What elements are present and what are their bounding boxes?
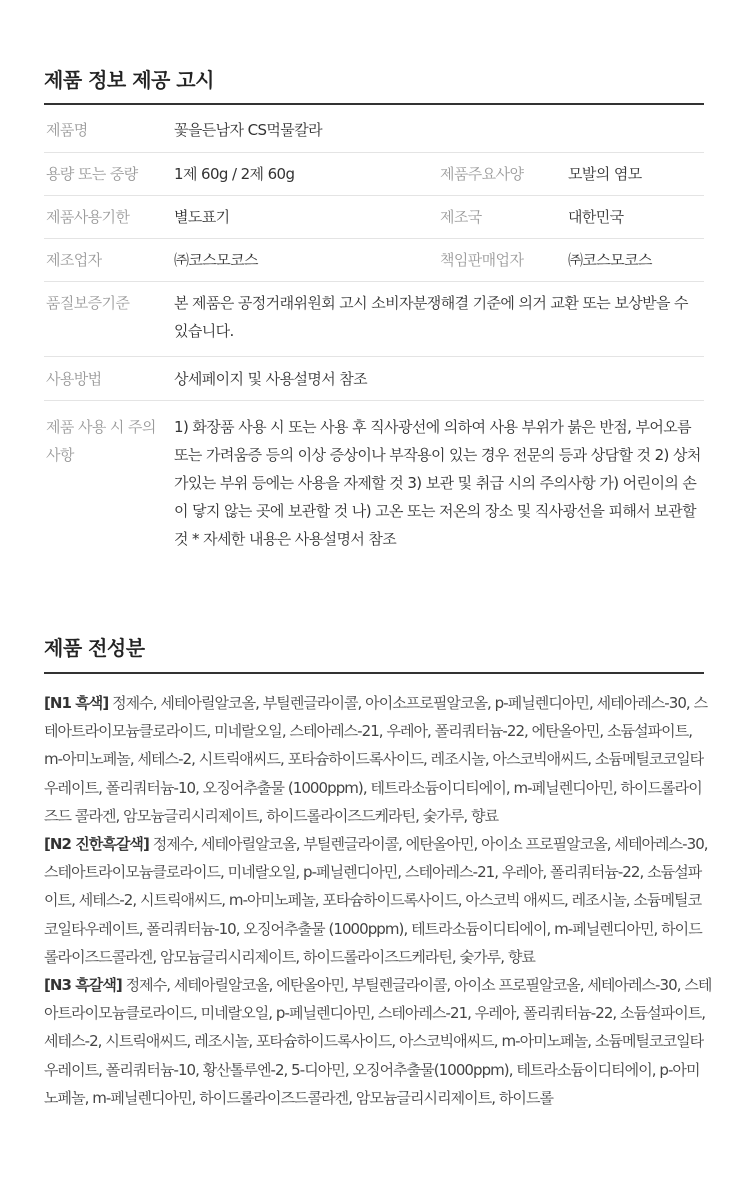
row-label: 용량 또는 중량	[46, 165, 138, 183]
row-value: 별도표기	[174, 208, 230, 226]
row-value-2: ㈜코스모코스	[568, 251, 652, 269]
row-value: 꽃을든남자 CS먹물칼라	[174, 121, 322, 139]
row-label: 제조업자	[46, 251, 102, 269]
row-label-2: 제품주요사양	[440, 165, 524, 183]
info-row-product-name	[44, 110, 704, 153]
info-row-expiry	[44, 196, 704, 239]
ingredient-group-text: 정제수, 세테아릴알코올, 부틸렌글라이콜, 아이소프로필알코올, p-페닐렌디아민, 세테아레스-30, 스테아트라이모늄클로라이드, 미네랄오일, 스테아레스-21, 우레아, 폴리쿼터늄-22, 에탄올아민, 소듐설파이트, m-아미노페놀, 세테스-2, 시트릭애씨드, 포타슘하이드록사이드, 레조시놀, 아스코빅애씨드, 소듐메틸코코일타우레이트, 폴리쿼터늄-10, 오징어추출물 (1000ppm), 테트라소듐이디티에이, m-페닐렌디아민, 하이드롤라이즈드 콜라겐, 암모늄글리시리제이트, 하이드롤라이즈드케라틴, 숯가루, 향료	[44, 694, 708, 825]
row-value: 본 제품은 공정거래위원회 고시 소비자분쟁해결 기준에 의거 교환 또는 보상받을 수 있습니다.	[174, 294, 688, 340]
row-value: 1제 60g / 2제 60g	[174, 165, 295, 183]
ingredient-group-text: 정제수, 세테아릴알코올, 부틸렌글라이콜, 에탄올아민, 아이소 프로필알코올, 세테아레스-30, 스테아트라이모늄클로라이드, 미네랄오일, p-페닐렌디아민, 스테아레스-21, 우레아, 폴리쿼터늄-22, 소듐설파이트, 세테스-2, 시트릭애씨드, m-아미노페놀, 포타슘하이드록사이드, 아스코빅 애씨드, 레조시놀, 소듐메틸코코일타우레이트, 폴리쿼터늄-10, 오징어추출물 (1000ppm), 테트라소듐이디티에이, m-페닐렌디아민, 하이드롤라이즈드콜라겐, 암모늄글리시리제이트, 하이드롤라이즈드케라틴, 숯가루, 향료	[44, 835, 708, 966]
row-label: 제품 사용 시 주의사항	[46, 418, 156, 464]
ingredient-group-name: [N1 흑색]	[44, 694, 109, 712]
row-label-2: 책임판매업자	[440, 251, 524, 269]
ingredient-group-name: [N3 흑갈색]	[44, 976, 122, 995]
ingredient-group-text: 정제수, 세테아릴알코올, 에탄올아민, 부틸렌글라이콜, 아이소 프로필알코올, 세테아레스-30, 스테아트라이모늄클로라이드, 미네랄오일, p-페닐렌디아민, 스테아레스-21, 우레아, 폴리쿼터늄-22, 소듐설파이트, 세테스-2, 시트릭애씨드, 레조시놀, 포타슘하이드록사이드, 아스코빅애씨드, m-아미노페놀, 소듐메틸코코일타우레이트, 폴리쿼터늄-10, 황산톨루엔-2, 5-디아민, 오징어추출물(1000ppm), 테트라소듐이디티에이, p-아미노페놀, m-페닐렌디아민, 하이드롤라이즈드콜라겐, 암모늄글리시리제이트, 하이드롤	[44, 976, 712, 1107]
ingredients-title-rule	[44, 672, 704, 674]
info-row-usage	[44, 357, 704, 401]
row-value: 1) 화장품 사용 시 또는 사용 후 직사광선에 의하여 사용 부위가 붉은 반점, 부어오름 또는 가려움증 등의 이상 증상이나 부작용이 있는 경우 전문의 등과 상담할 것 2) 상처가있는 부위 등에는 사용을 자제할 것 3) 보관 및 취급 시의 주의사항 가) 어린이의 손이 닿지 않는 곳에 보관할 것 나) 고온 또는 저온의 장소 및 직사광선을 피해서 보관할 것 * 자세한 내용은 사용설명서 참조	[174, 418, 701, 548]
row-label-2: 제조국	[440, 208, 482, 226]
notice-title: 제품 정보 제공 고시	[44, 68, 214, 92]
ingredients-title: 제품 전성분	[44, 636, 145, 660]
info-row-caution	[44, 401, 704, 561]
info-row-manufacturer	[44, 239, 704, 282]
info-row-quality-assurance	[44, 282, 704, 357]
notice-title-rule	[44, 103, 704, 105]
row-value-2: 모발의 염모	[568, 165, 642, 183]
row-label: 제품사용기한	[46, 208, 130, 226]
row-value: 상세페이지 및 사용설명서 참조	[174, 370, 368, 388]
row-label: 품질보증기준	[46, 294, 130, 312]
ingredient-group-name: [N2 진한흑갈색]	[44, 835, 149, 854]
row-label: 제품명	[46, 121, 88, 139]
ingredients-list	[44, 689, 712, 1112]
row-value: ㈜코스모코스	[174, 251, 258, 269]
row-value-2: 대한민국	[568, 208, 624, 226]
row-label: 사용방법	[46, 370, 102, 388]
info-row-capacity	[44, 153, 704, 196]
